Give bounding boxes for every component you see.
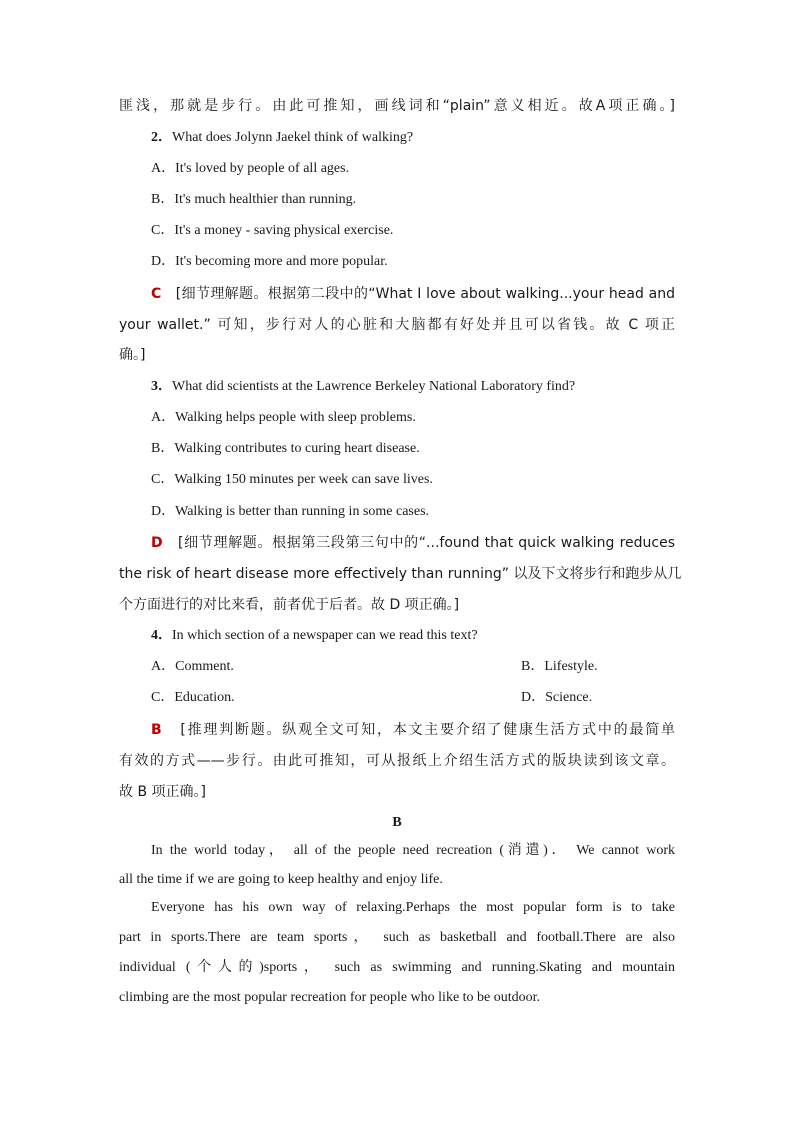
option-d: D．Science. [521,690,593,705]
option-row [151,688,675,708]
explanation-line [151,533,675,553]
question-3 [151,377,675,397]
option-d: D．It's becoming more and more popular. [151,254,388,269]
option-a: A．It's loved by people of all ages. [151,161,350,176]
option-a: A．Comment. [151,659,234,674]
passage-line: climbing are the most popular recreation for people who like to be outdoor. [119,990,541,1005]
explanation-line: 确。] [119,347,146,363]
passage-line: Everyone has his own way of relaxing.Perhaps the most popular form is to take [151,900,675,915]
explanation-line [151,720,675,740]
option-a: A．Walking helps people with sleep problems. [151,410,416,425]
question-4 [151,626,675,646]
option-b: B．It's much healthier than running. [151,192,357,207]
explanation-line: 个方面进行的对比来看，前者优于后者。故 D 项正确。] [119,597,460,613]
explanation-text: [推理判断题。纵观全文可知，本文主要介绍了健康生活方式中的最简单 [180,722,675,738]
answer-letter: C [151,286,162,302]
answer-letter: D [151,535,163,551]
explanation-text: [细节理解题。根据第二段中的“What I love about walking...your head and [175,286,675,302]
option-d: D．Walking is better than running in some cases. [151,504,430,519]
explanation-text: [细节理解题。根据第三段第三句中的“...found that quick walking reduces [177,535,675,551]
explanation-line: the risk of heart disease more effectively than running” 以及下文将步行和跑步从几 [119,566,682,582]
option-b: B．Lifestyle. [521,659,598,674]
section-heading: B [392,815,402,830]
option-c: C．Walking 150 minutes per week can save lives. [151,472,433,487]
explanation-line: 故 B 项正确。] [119,784,206,800]
explanation-line: 有效的方式——步行。由此可推知，可从报纸上介绍生活方式的版块读到该文章。 [119,753,675,769]
option-c: C．It's a money - saving physical exercise. [151,223,394,238]
option-c: C．Education. [151,690,235,705]
passage-line: individual (个人的)sports， such as swimming and running.Skating and mountain [119,960,675,975]
passage-line: part in sports.There are team sports， such as basketball and football.There are also [119,930,675,945]
answer-letter: B [151,722,162,738]
question-number: 2． [151,130,172,145]
question-2 [151,128,675,148]
explanation-line [151,284,675,304]
passage-line: all the time if we are going to keep healthy and enjoy life. [119,872,443,887]
question-stem: What did scientists at the Lawrence Berkeley National Laboratory find? [172,379,576,394]
option-row [151,657,675,677]
question-stem: In which section of a newspaper can we read this text? [172,628,478,643]
passage-line: In the world today， all of the people need recreation (消遣)． We cannot work [151,843,675,858]
continuation-line: 匪浅，那就是步行。由此可推知，画线词和“plain”意义相近。故A项正确。] [119,98,675,114]
option-b: B．Walking contributes to curing heart disease. [151,441,420,456]
question-stem: What does Jolynn Jaekel think of walking? [172,130,414,145]
explanation-line: your wallet.” 可知，步行对人的心脏和大脑都有好处并且可以省钱。故 C 项正 [119,317,675,333]
question-number: 4． [151,628,172,643]
question-number: 3． [151,379,172,394]
